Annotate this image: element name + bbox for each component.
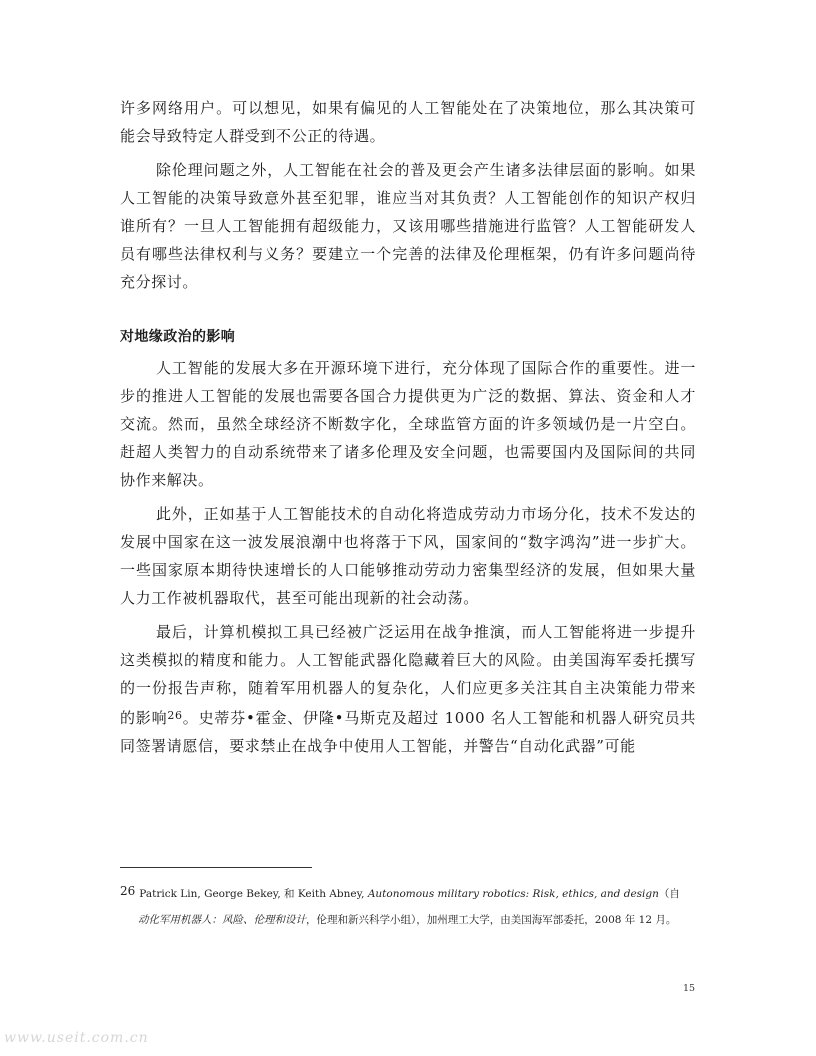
intro-paragraph-2: 除伦理问题之外，人工智能在社会的普及更会产生诸多法律层面的影响。如果人工智能的决策导致意外甚至犯罪，谁应当对其负责？人工智能创作的知识产权归谁所有？一旦人工智能拥有超级能力，又该用哪些措施进行监管？人工智能研发人员有哪些法律权利与义务？要建立一个完善的法律及伦理框架，仍有许多问题尚待充分探讨。: [120, 161, 696, 291]
footnote: [120, 878, 696, 933]
footnote-authors: Patrick Lin, George Bekey, 和 Keith Abney,: [139, 888, 368, 900]
footnote-reference[interactable]: 26: [167, 709, 183, 722]
section-body: [120, 354, 696, 766]
section-paragraph-3: [120, 618, 696, 760]
section-paragraph-1: 人工智能的发展大多在开源环境下进行，充分体现了国际合作的重要性。进一步的推进人工智能的发展也需要各国合力提供更为广泛的数据、算法、资金和人才交流。然而，虽然全球经济不断数字化，全球监管方面的许多领域仍是一片空白。赶超人类智力的自动系统带来了诸多伦理及安全问题，也需要国内及国际间的共同协作来解决。: [120, 359, 696, 489]
page-number: 15: [683, 983, 696, 994]
paragraph-text-after-ref: 。史蒂芬•霍金、伊隆•马斯克及超过 1000 名人工智能和机器人研究员共同签署请愿信，要求禁止在战争中使用人工智能，并警告“自动化武器”可能: [120, 709, 696, 755]
section-paragraph-2: 此外，正如基于人工智能技术的自动化将造成劳动力市场分化，技术不发达的发展中国家在这一波发展浪潮中也将落于下风，国家间的“数字鸿沟”进一步扩大。一些国家原本期待快速增长的人口能够推动劳动力密集型经济的发展，但如果大量人力工作被机器取代，甚至可能出现新的社会动荡。: [120, 505, 696, 607]
section-heading: 对地缘政治的影响: [120, 329, 236, 345]
footnote-cn-title: 动化军用机器人：风险、伦理和设计: [138, 914, 306, 926]
footnote-cn-details: ，伦理和新兴科学小组），加州理工大学，由美国海军部委托，2008 年 12 月。: [306, 914, 677, 926]
footnote-number: 26: [120, 884, 136, 898]
footnote-title: Autonomous military robotics: Risk, ethics, and design: [367, 888, 659, 900]
intro-paragraph-1: 许多网络用户。可以想见，如果有偏见的人工智能处在了决策地位，那么其决策可能会导致特定人群受到不公正的待遇。: [120, 99, 696, 145]
footnote-continuation: [120, 907, 696, 933]
footnote-divider: [120, 867, 312, 868]
intro-block: [120, 94, 696, 302]
watermark: www.useit.com.cn: [4, 1030, 149, 1046]
footnote-title-cn-open: （自: [658, 888, 680, 900]
paragraph-text-before-ref: 最后，计算机模拟工具已经被广泛运用在战争推演，而人工智能将进一步提升这类模拟的精度和能力。人工智能武器化隐藏着巨大的风险。由美国海军委托撰写的一份报告声称，随着军用机器人的复杂化，人们应更多关注其自主决策能力带来的影响: [120, 623, 696, 727]
